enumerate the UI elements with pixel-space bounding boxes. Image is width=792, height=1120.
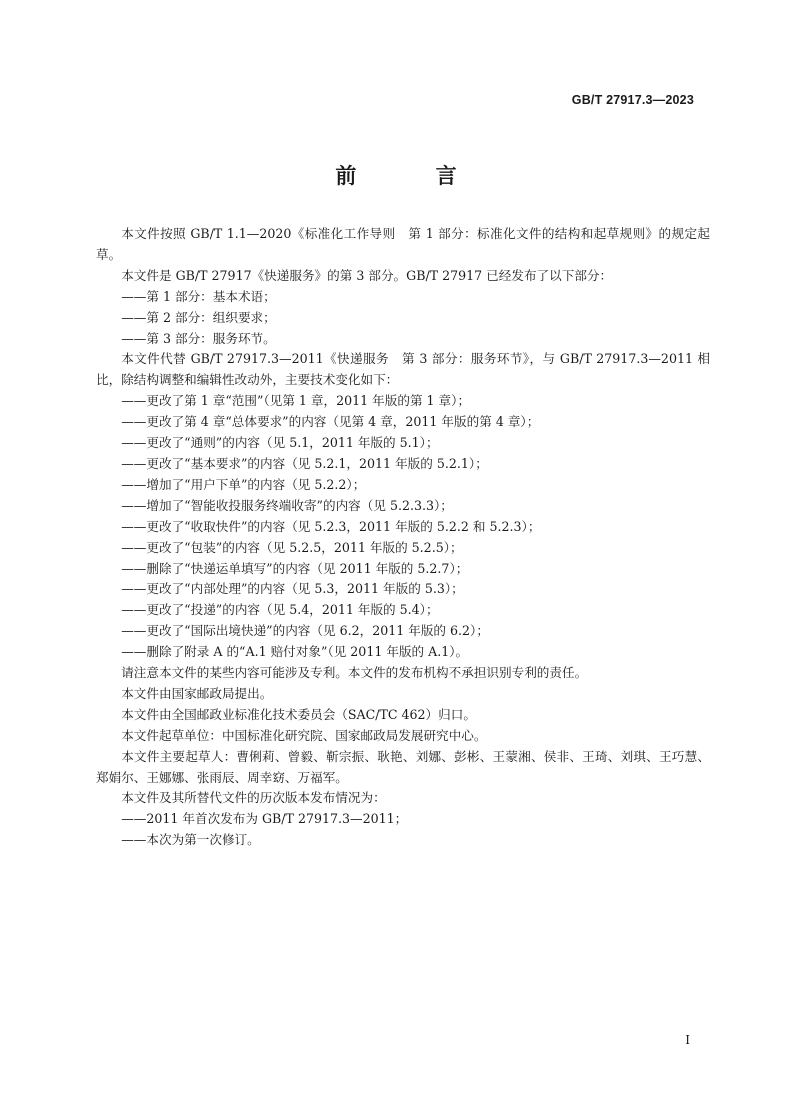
list-item: ——增加了“用户下单”的内容（见 5.2.2）；: [121, 476, 366, 492]
list-item: ——删除了“快递运单填写”的内容（见 2011 年版的 5.2.7）；: [121, 560, 469, 576]
paragraph: 请注意本文件的某些内容可能涉及专利。本文件的发布机构不承担识别专利的责任。: [121, 665, 588, 681]
paragraph: 本文件由全国邮政业标准化技术委员会（SAC/TC 462）归口。: [121, 706, 476, 722]
paragraph: 本文件代替 GB/T 27917.3—2011《快递服务 第 3 部分：服务环节》，与 GB/T 27917.3—2011 相比，除结构调整和编辑性改动外，主要技术变化如下：: [96, 351, 710, 388]
list-item: ——更改了“投递”的内容（见 5.4，2011 年版的 5.4）；: [121, 602, 439, 618]
list-item: ——第 3 部分：服务环节。: [121, 330, 276, 346]
list-item: ——更改了“通则”的内容（见 5.1，2011 年版的 5.1）；: [121, 435, 439, 451]
paragraph: 本文件主要起草人：曹俐莉、曾毅、靳宗振、耿艳、刘娜、彭彬、王蒙湘、侯非、王琦、刘琪、王巧慧、郑娟尔、王娜娜、张雨辰、周幸窈、万福军。: [96, 748, 710, 785]
list-item: ——第 2 部分：组织要求；: [121, 309, 276, 325]
page-title: 前 言: [335, 164, 493, 188]
list-item: ——删除了附录 A 的“A.1 赔付对象”（见 2011 年版的 A.1）。: [121, 644, 469, 660]
paragraph: 本文件是 GB/T 27917《快递服务》的第 3 部分。GB/T 27917 已经发布了以下部分：: [121, 267, 613, 283]
paragraph: 本文件起草单位：中国标准化研究院、国家邮政局发展研究中心。: [121, 727, 487, 743]
paragraph: 本文件由国家邮政局提出。: [121, 685, 273, 701]
document-code: GB/T 27917.3—2023: [571, 93, 694, 107]
document-body: [96, 224, 710, 851]
list-item: ——更改了“基本要求”的内容（见 5.2.1，2011 年版的 5.2.1）；: [121, 455, 488, 471]
list-item: ——第 1 部分：基本术语；: [121, 288, 276, 304]
paragraph: 本文件及其所替代文件的历次版本发布情况为：: [121, 790, 386, 806]
list-item: ——更改了第 1 章“范围”（见第 1 章，2011 年版的第 1 章）；: [121, 393, 471, 409]
list-item: ——更改了“包装”的内容（见 5.2.5，2011 年版的 5.2.5）；: [121, 539, 463, 555]
list-item: ——更改了第 4 章“总体要求”的内容（见第 4 章，2011 年版的第 4 章）；: [121, 414, 540, 430]
page-number: I: [685, 1033, 690, 1047]
list-item: ——增加了“智能收投服务终端收寄”的内容（见 5.2.3.3）；: [121, 497, 453, 513]
list-item: ——更改了“内部处理”的内容（见 5.3，2011 年版的 5.3）；: [121, 581, 464, 597]
list-item: ——2011 年首次发布为 GB/T 27917.3—2011；: [121, 811, 408, 827]
list-item: ——本次为第一次修订。: [121, 832, 260, 848]
list-item: ——更改了“收取快件”的内容（见 5.2.3，2011 年版的 5.2.2 和 5.2.3）；: [121, 518, 541, 534]
list-item: ——更改了“国际出境快递”的内容（见 6.2，2011 年版的 6.2）；: [121, 623, 489, 639]
paragraph: 本文件按照 GB/T 1.1—2020《标准化工作导则 第 1 部分：标准化文件的结构和起草规则》的规定起草。: [96, 226, 710, 262]
